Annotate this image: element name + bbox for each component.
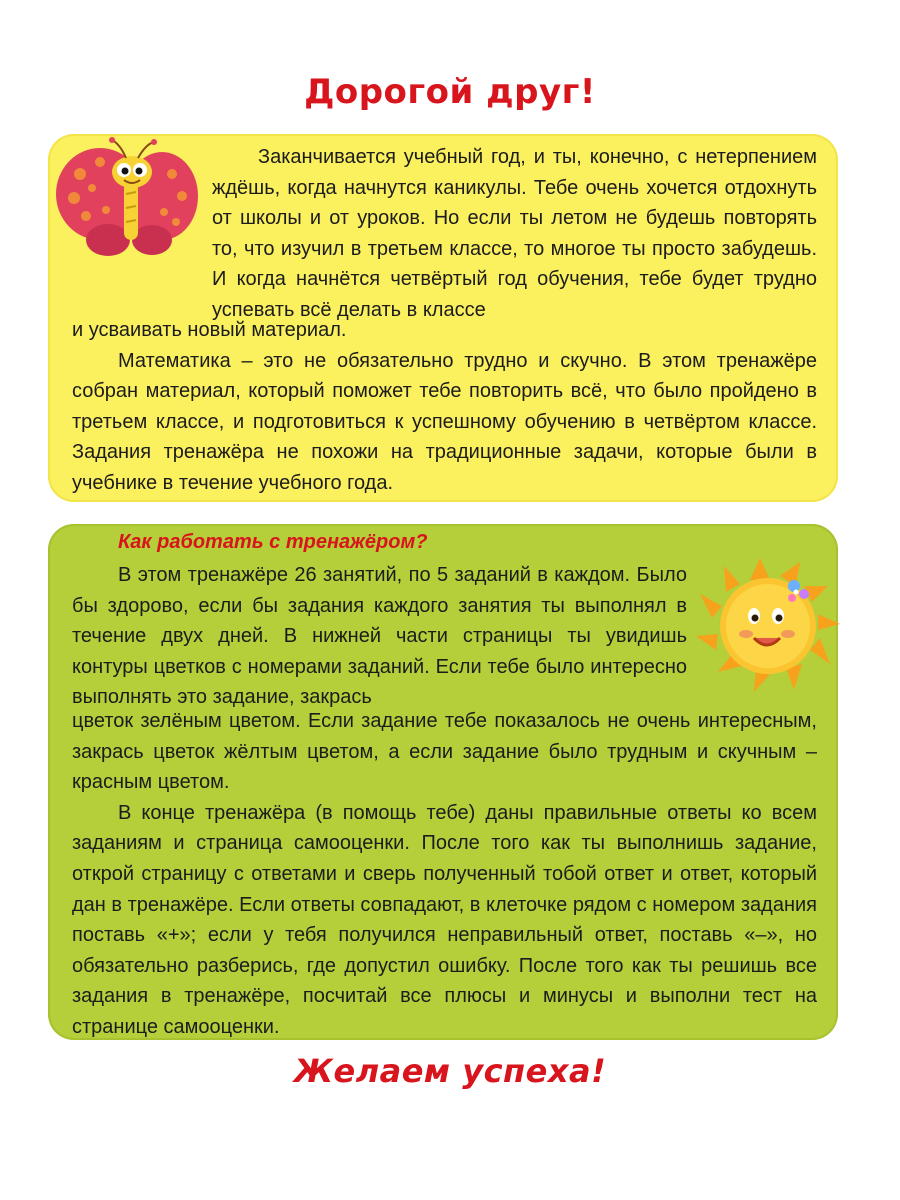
how-to-body bbox=[72, 706, 817, 1043]
how-to-paragraph-2: В конце тренажёра (в помощь тебе) даны правильные ответы ко всем заданиям и страница самооценки. После того как ты выполнишь задание, открой страницу с ответами и сверь полученный тобой ответ и ответ, который дан в тренажёре. Если ответы совпадают, в клеточке рядом с номером задания поставь «+»; если у тебя получился неправильный ответ, поставь «–», но обязательно разберись, где допустил ошибку. После того как ты решишь все задания в тренажёре, посчитай все плюсы и минусы и выполни тест на странице самооценки. bbox=[72, 801, 817, 1038]
intro-paragraph-1-text: Заканчивается учебный год, и ты, конечно, с нетерпением ждёшь, когда начнутся каникулы. Тебе очень хочется отдохнуть от школы и от уроков. Но если ты летом не будешь повторять то, что изучил в третьем классе, то многое ты просто забудешь. И когда начнётся четвёртый год обучения, тебе будет трудно успевать всё делать в классе bbox=[212, 146, 817, 321]
intro-paragraph-2: Математика – это не обязательно трудно и скучно. В этом тренажёре собран материал, который поможет тебе повторить всё, что было пройдено в третьем классе, и подготовиться к успешному обучению в четвёртом классе. Задания тренажёра не похожи на традиционные задачи, которые были в учебнике в течение учебного года. bbox=[72, 349, 817, 494]
intro-paragraph-1 bbox=[212, 142, 817, 326]
how-to-heading: Как работать с тренажёром? bbox=[118, 531, 428, 553]
intro-body bbox=[72, 315, 817, 499]
how-to-paragraph-1-end: цветок зелёным цветом. Если задание тебе показалось не очень интересным, закрась цветок жёлтым цветом, а если задание было трудным и скучным – красным цветом. bbox=[72, 710, 817, 794]
how-to-paragraph-1-text: В этом тренажёре 26 занятий, по 5 заданий в каждом. Было бы здорово, если бы задания каждого занятия ты выполнял в течение двух дней. В нижней части страницы ты увидишь контуры цветков с номерами заданий. Если тебе было интересно выполнять это задание, закрась bbox=[72, 564, 687, 709]
page-title: Дорогой друг! bbox=[304, 72, 596, 112]
sun-icon bbox=[690, 556, 860, 696]
intro-paragraph-1-end: и усваивать новый материал. bbox=[72, 319, 347, 341]
closing-wish: Желаем успеха! bbox=[293, 1052, 607, 1090]
butterfly-icon bbox=[52, 132, 202, 262]
how-to-paragraph-1 bbox=[72, 560, 687, 713]
